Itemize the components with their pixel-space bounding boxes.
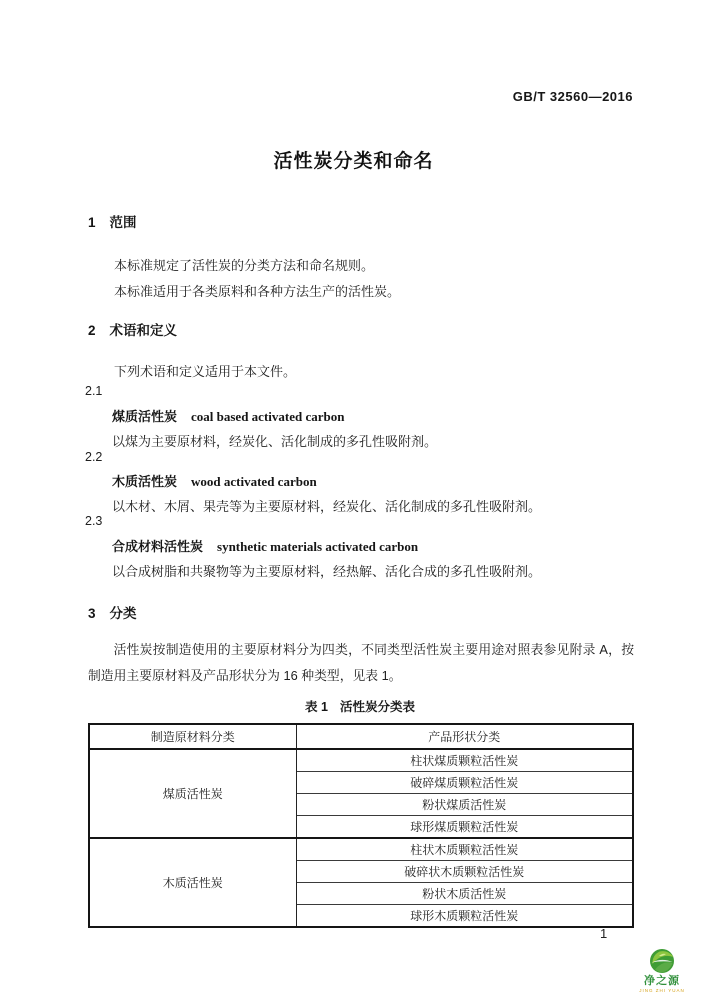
table-row xyxy=(89,749,633,772)
page-number: 1 xyxy=(600,926,608,941)
shape-cell: 球形木质颗粒活性炭 xyxy=(296,905,633,928)
material-cell-wood: 木质活性炭 xyxy=(89,838,296,927)
document-title: 活性炭分类和命名 xyxy=(273,151,434,172)
logo-text: 净之源 xyxy=(644,975,680,987)
section-3-heading xyxy=(88,602,137,622)
term-en: coal based activated carbon xyxy=(191,409,345,424)
scope-paragraph-2: 本标准适用于各类原料和各种方法生产的活性炭。 xyxy=(114,284,401,299)
term-definition: 以木材、木屑、果壳等为主要原材料，经炭化、活化制成的多孔性吸附剂。 xyxy=(112,499,542,514)
section-number: 1 xyxy=(88,215,96,230)
shape-cell: 粉状木质活性炭 xyxy=(296,883,633,905)
section-title: 分类 xyxy=(109,606,137,621)
watermark-logo xyxy=(629,948,695,994)
table-header-row xyxy=(89,724,633,749)
col-header-product-shape: 产品形状分类 xyxy=(296,724,633,749)
term-entry xyxy=(112,536,418,555)
term-en: synthetic materials activated carbon xyxy=(217,539,419,554)
shape-cell: 破碎煤质颗粒活性炭 xyxy=(296,772,633,794)
logo-subtext: JING ZHI YUAN xyxy=(639,988,685,993)
section-1-heading xyxy=(88,211,137,231)
term-entry xyxy=(112,406,344,425)
shape-cell: 破碎状木质颗粒活性炭 xyxy=(296,861,633,883)
term-entry xyxy=(112,471,317,490)
shape-cell: 柱状木质颗粒活性炭 xyxy=(296,838,633,861)
shape-cell: 粉状煤质活性炭 xyxy=(296,794,633,816)
standard-number: GB/T 32560—2016 xyxy=(512,89,633,104)
section-2-heading xyxy=(88,319,177,339)
term-definition: 以煤为主要原材料，经炭化、活化制成的多孔性吸附剂。 xyxy=(112,434,438,449)
term-zh: 木质活性炭 xyxy=(112,474,178,489)
section-title: 范围 xyxy=(109,215,137,230)
col-header-raw-material: 制造原材料分类 xyxy=(89,724,296,749)
section-number: 2 xyxy=(88,323,96,338)
term-number: 2.1 xyxy=(85,384,103,398)
table-caption-label: 表 1 xyxy=(305,700,328,714)
shape-cell: 球形煤质颗粒活性炭 xyxy=(296,816,633,839)
shape-cell: 柱状煤质颗粒活性炭 xyxy=(296,749,633,772)
term-zh: 煤质活性炭 xyxy=(112,409,178,424)
table-row xyxy=(89,838,633,861)
section-title: 术语和定义 xyxy=(109,323,178,338)
classification-paragraph: 活性炭按制造使用的主要原材料分为四类，不同类型活性炭主要用途对照表参见附录 A，按制造用主要原材料及产品形状分为 16 种类型，见表 1。 xyxy=(88,642,634,683)
scope-paragraph-1: 本标准规定了活性炭的分类方法和命名规则。 xyxy=(114,258,375,273)
term-en: wood activated carbon xyxy=(191,474,317,489)
table-caption-text: 活性炭分类表 xyxy=(339,700,415,714)
term-number: 2.3 xyxy=(85,514,103,528)
leaf-globe-icon xyxy=(649,948,675,974)
table-caption xyxy=(88,697,632,715)
term-number: 2.2 xyxy=(85,450,103,464)
terms-intro: 下列术语和定义适用于本文件。 xyxy=(114,364,297,379)
term-zh: 合成材料活性炭 xyxy=(112,539,204,554)
term-definition: 以合成树脂和共聚物等为主要原材料，经热解、活化合成的多孔性吸附剂。 xyxy=(112,564,542,579)
classification-table xyxy=(88,723,634,928)
material-cell-coal: 煤质活性炭 xyxy=(89,749,296,838)
section-number: 3 xyxy=(88,606,96,621)
